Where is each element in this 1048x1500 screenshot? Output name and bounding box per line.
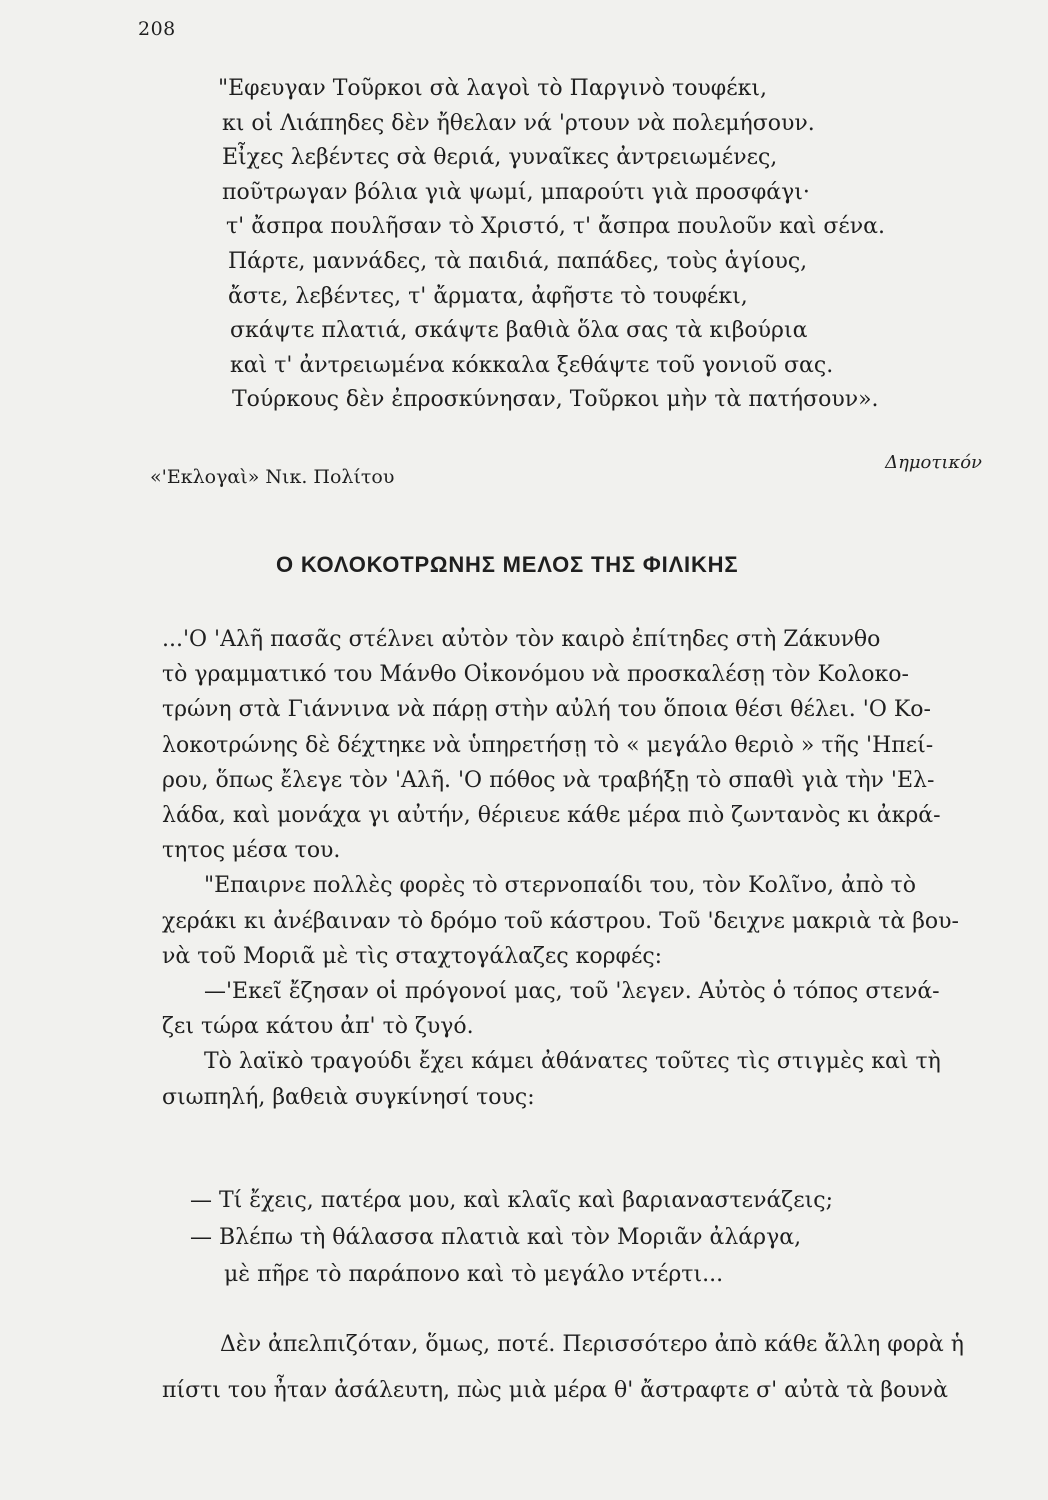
song-line: — Βλέπω τὴ θάλασσα πλατιὰ καὶ τὸν Μοριᾶν ἀλάργα, (190, 1225, 802, 1250)
poem-line: ποῦτρωγαν βόλια γιὰ ψωμί, μπαρούτι γιὰ προσφάγι· (222, 179, 810, 205)
prose-line: τρώνη στὰ Γιάννινα νὰ πάρῃ στὴν αὐλή του ὅποια θέσι θέλει. 'Ο Κο- (162, 697, 931, 723)
page-number: 208 (138, 18, 176, 40)
closing-prose (162, 1322, 1022, 1414)
poem-line: σκάψτε πλατιά, σκάψτε βαθιὰ ὅλα σας τὰ κιβούρια (230, 318, 808, 344)
poem-line: Τούρκους δὲν ἐπροσκύνησαν, Τοῦρκοι μὴν τὰ πατήσουν». (232, 387, 879, 413)
section-title: Ο ΚΟΛΟΚΟΤΡΩΝΗΣ ΜΕΛΟΣ ΤΗΣ ΦΙΛΙΚΗΣ (276, 552, 739, 577)
poem-line: κι οἱ Λιάπηδες δὲν ἤθελαν νά 'ρτουν νὰ πολεμήσουν. (222, 110, 815, 136)
prose-line: τὸ γραμματικό του Μάνθο Οἰκονόμου νὰ προσκαλέσῃ τὸν Κολοκο- (162, 662, 909, 688)
poem-line: ἄστε, λεβέντες, τ' ἄρματα, ἀφῆστε τὸ τουφέκι, (228, 283, 748, 309)
poem-line: Εἶχες λεβέντες σὰ θεριά, γυναῖκες ἀντρειωμένες, (222, 145, 778, 171)
poem-line: καὶ τ' ἀντρειωμένα κόκκαλα ξεθάψτε τοῦ γονιοῦ σας. (230, 352, 834, 378)
source-genre: Δημοτικόν (885, 452, 982, 473)
poem-line: τ' ἄσπρα πουλῆσαν τὸ Χριστό, τ' ἄσπρα πουλοῦν καὶ σένα. (226, 214, 886, 240)
prose-block (162, 622, 1022, 1115)
poem-line: "Εφευγαν Τοῦρκοι σὰ λαγοὶ τὸ Παργινὸ τουφέκι, (218, 76, 767, 101)
source-citation: «'Εκλογαὶ» Νικ. Πολίτου (150, 466, 395, 488)
song-line: — Τί ἔχεις, πατέρα μου, καὶ κλαῖς καὶ βαριαναστενάζεις; (190, 1188, 833, 1213)
prose-line: Δὲν ἀπελπιζόταν, ὅμως, ποτέ. Περισσότερο ἀπὸ κάθε ἄλλη φορὰ ἡ (220, 1332, 964, 1357)
prose-line: λάδα, καὶ μονάχα γι αὐτήν, θέριευε κάθε μέρα πιὸ ζωντανὸς κι ἀκρά- (162, 803, 941, 829)
prose-line: τητος μέσα του. (162, 838, 341, 864)
prose-line: νὰ τοῦ Μοριᾶ μὲ τὶς σταχτογάλαζες κορφές: (162, 943, 663, 969)
song-line: μὲ πῆρε τὸ παράπονο καὶ τὸ μεγάλο ντέρτι... (224, 1262, 724, 1287)
prose-line: ...'Ο 'Αλῆ πασᾶς στέλνει αὐτὸν τὸν καιρὸ ἐπίτηδες στὴ Ζάκυνθο (162, 627, 881, 652)
folk-poem (190, 72, 1010, 418)
prose-line: πίστι του ἦταν ἀσάλευτη, πὼς μιὰ μέρα θ' ἄστραφτε σ' αὐτὰ τὰ βουνὰ (162, 1378, 948, 1403)
prose-line: ζει τώρα κάτου ἀπ' τὸ ζυγό. (162, 1014, 474, 1040)
prose-line: "Επαιρνε πολλὲς φορὲς τὸ στερνοπαίδι του, τὸν Κολῖνο, ἀπὸ τὸ (204, 873, 916, 899)
prose-line: ρου, ὅπως ἔλεγε τὸν 'Αλῆ. 'Ο πόθος νὰ τραβήξῃ τὸ σπαθὶ γιὰ τὴν 'Ελ- (162, 767, 935, 793)
folk-song-quote (190, 1182, 833, 1293)
prose-line: χεράκι κι ἀνέβαιναν τὸ δρόμο τοῦ κάστρου. Τοῦ 'δειχνε μακριὰ τὰ βου- (162, 908, 959, 934)
prose-line: Τὸ λαϊκὸ τραγούδι ἔχει κάμει ἀθάνατες τοῦτες τὶς στιγμὲς καὶ τὴ (204, 1049, 941, 1075)
prose-line: λοκοτρώνης δὲ δέχτηκε νὰ ὑπηρετήσῃ τὸ « μεγάλο θεριὸ » τῆς 'Ηπεί- (162, 732, 934, 758)
prose-line: σιωπηλή, βαθειὰ συγκίνησί τους: (162, 1084, 535, 1110)
prose-line: —'Εκεῖ ἔζησαν οἱ πρόγονοί μας, τοῦ 'λεγεν. Αὐτὸς ὁ τόπος στενά- (204, 979, 940, 1005)
poem-line: Πάρτε, μαννάδες, τὰ παιδιά, παπάδες, τοὺς ἁγίους, (228, 248, 808, 274)
